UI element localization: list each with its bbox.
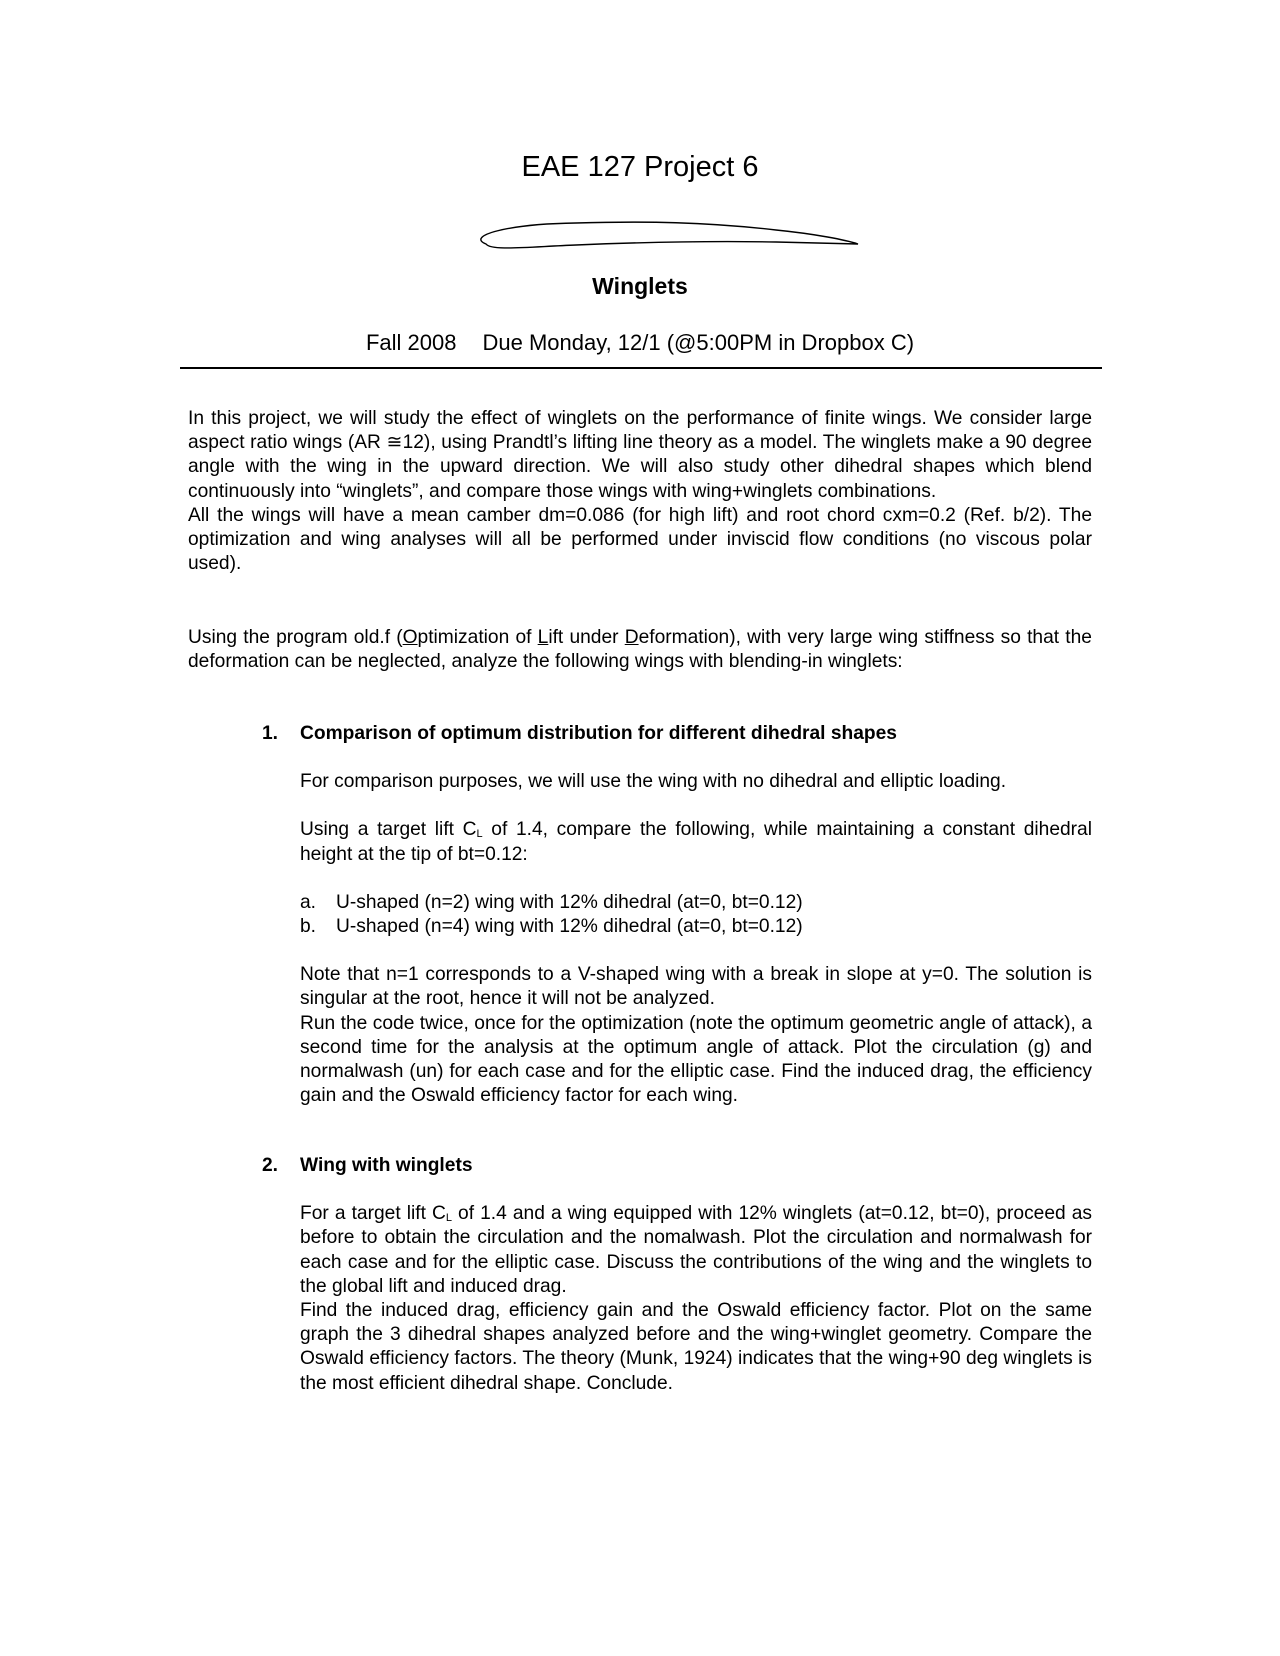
- section-2: [262, 1154, 1092, 1396]
- section-paragraph: Using a target lift $C_L$ of 1.4, compare the following, while maintaining a constant dihedral height at the tip of bt=0.12:: [300, 819, 1092, 865]
- acronym-d: D: [624, 627, 639, 648]
- intro-paragraph: In this project, we will study the effect of winglets on the performance of finite wings. We consider large aspect ratio wings (AR ≅12), using Prandtl’s lifting line theory as a model. The winglets make a 90 degree angle with the wing in the upward direction. We will also study other dihedral shapes which blend continuously into “winglets”, and compare those wings with wing+winglets combinations.: [188, 408, 1092, 502]
- section-paragraph: Find the induced drag, efficiency gain and the Oswald efficiency factor. Plot on the same graph the 3 dihedral shapes analyzed before and the wing+winglet geometry. Compare the Oswald efficiency factors. The theory (Munk, 1924) indicates that the wing+90 deg winglets is the most efficient dihedral shape. Conclude.: [300, 1300, 1092, 1394]
- due-date-text: Due Monday, 12/1 (@5:00PM in Dropbox C): [482, 330, 915, 355]
- intro-paragraph-camber: All the wings will have a mean camber dm=0.086 (for high lift) and root chord cxm=0.2 (Ref. b/2). The optimization and wing analyses will all be performed under inviscid flow conditions (no viscous polar used).: [188, 504, 1092, 575]
- section-heading: [262, 1154, 1092, 1178]
- section-1: [262, 722, 1092, 1108]
- section-title: Comparison of optimum distribution for different dihedral shapes: [300, 723, 897, 744]
- term-text: Fall 2008: [365, 330, 457, 355]
- section-number: 1.: [262, 723, 279, 744]
- program-text: eformation), with very large wing stiffness so that the deformation can be neglected, analyze the following wings with blending-in winglets:: [188, 627, 1092, 673]
- program-paragraph: [188, 626, 1092, 674]
- section-paragraph: Note that n=1 corresponds to a V-shaped wing with a break in slope at y=0. The solution is singular at the root, hence it will not be analyzed.: [300, 964, 1092, 1010]
- section-heading: [262, 722, 1092, 746]
- program-text: ptimization of: [417, 627, 538, 648]
- header-divider: [180, 367, 1102, 369]
- acronym-l: L: [537, 627, 549, 648]
- list-item: b. U-shaped (n=4) wing with 12% dihedral (at=0, bt=0.12): [300, 916, 803, 938]
- due-line: [0, 329, 1280, 357]
- intro-block: [188, 407, 1092, 576]
- acronym-o: O: [402, 627, 418, 648]
- page-subtitle: Winglets: [592, 273, 688, 299]
- section-number: 2.: [262, 1155, 279, 1176]
- section-paragraph: Run the code twice, once for the optimization (note the optimum geometric angle of attack), a second time for the analysis at the optimum angle of attack. Plot the circulation (g) and normalwash (un) for each case and for the elliptic case. Find the induced drag, the efficiency gain and the Oswald efficiency factor for each wing.: [300, 1012, 1092, 1107]
- program-text: Using the program old.f (: [188, 627, 403, 648]
- airfoil-illustration: [446, 214, 866, 262]
- section-paragraph: For comparison purposes, we will use the wing with no dihedral and elliptic loading.: [300, 771, 1007, 793]
- section-paragraph: For a target lift $C_L$ of 1.4 and a wing equipped with 12% winglets (at=0.12, bt=0), proceed as before to obtain the circulation and the nomalwash. Plot the circulation and normalwash for each case and for the elliptic case. Discuss the contributions of the wing and the winglets to the global lift and induced drag.: [300, 1203, 1093, 1297]
- page-title: EAE 127 Project 6: [521, 151, 759, 183]
- list-item: a. U-shaped (n=2) wing with 12% dihedral (at=0, bt=0.12): [300, 891, 803, 913]
- section-title: Wing with winglets: [300, 1155, 473, 1176]
- wing-case-list: [300, 891, 1092, 939]
- program-text: ift under: [548, 627, 625, 648]
